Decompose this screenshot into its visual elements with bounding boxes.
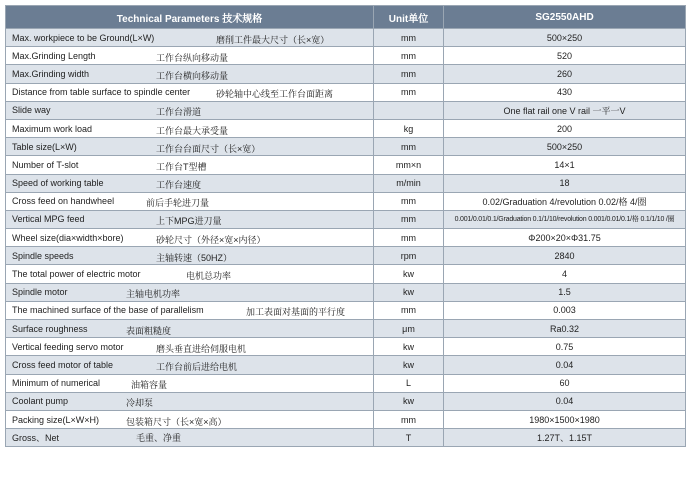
table-row: [6, 283, 686, 301]
param-chinese: 工作台最大承受量: [156, 125, 229, 136]
unit-cell: L: [374, 374, 444, 392]
param-chinese: 表面粗糙度: [126, 325, 172, 336]
table-row: [6, 265, 686, 283]
value-cell: 0.04: [444, 392, 686, 410]
param-cell: [6, 320, 374, 338]
unit-cell: m/min: [374, 174, 444, 192]
value-cell: 1980×1500×1980: [444, 410, 686, 428]
param-english: Maximum work load: [12, 123, 93, 134]
value-cell: Ra0.32: [444, 320, 686, 338]
value-cell: 0.75: [444, 338, 686, 356]
table-row: [6, 392, 686, 410]
param-cell: [6, 283, 374, 301]
param-english: Slide way: [12, 105, 51, 116]
table-row: [6, 356, 686, 374]
unit-cell: mm: [374, 65, 444, 83]
unit-cell: kw: [374, 265, 444, 283]
table-row: [6, 247, 686, 265]
param-chinese: 工作台滑道: [156, 107, 202, 118]
param-english: Gross、Net: [12, 433, 60, 444]
param-cell: [6, 356, 374, 374]
param-cell: [6, 101, 374, 119]
param-english: Max. workpiece to be Ground(L×W): [12, 32, 155, 43]
value-cell: 60: [444, 374, 686, 392]
unit-cell: mm: [374, 301, 444, 319]
param-english: Coolant pump: [12, 396, 69, 407]
param-cell: [6, 229, 374, 247]
param-chinese: 工作台速度: [156, 180, 202, 191]
param-english: The total power of electric motor: [12, 269, 141, 280]
value-cell: 520: [444, 47, 686, 65]
param-cell: [6, 210, 374, 228]
unit-cell: mm×n: [374, 156, 444, 174]
param-cell: [6, 156, 374, 174]
value-cell: 4: [444, 265, 686, 283]
unit-cell: kw: [374, 392, 444, 410]
value-cell: 430: [444, 83, 686, 101]
unit-cell: mm: [374, 210, 444, 228]
value-cell: 260: [444, 65, 686, 83]
param-english: Max.Grinding width: [12, 68, 90, 79]
param-english: Minimum of numerical: [12, 378, 101, 389]
param-cell: [6, 65, 374, 83]
unit-cell: rpm: [374, 247, 444, 265]
param-english: Packing size(L×W×H): [12, 414, 100, 425]
table-row: [6, 320, 686, 338]
param-cell: [6, 429, 374, 447]
table-row: [6, 101, 686, 119]
param-english: Max.Grinding Length: [12, 50, 96, 61]
param-english: The machined surface of the base of parallelism: [12, 305, 204, 316]
unit-cell: μm: [374, 320, 444, 338]
param-cell: [6, 301, 374, 319]
param-chinese: 工作台台面尺寸（长×宽）: [156, 143, 261, 154]
value-cell: 1.27T、1.15T: [444, 429, 686, 447]
param-cell: [6, 247, 374, 265]
value-cell: 500×250: [444, 29, 686, 47]
table-row: [6, 301, 686, 319]
value-cell: One flat rail one V rail 一平一V: [444, 101, 686, 119]
unit-cell: mm: [374, 138, 444, 156]
param-chinese: 主轴电机功率: [126, 289, 181, 300]
value-cell: 18: [444, 174, 686, 192]
param-chinese: 工作台纵向移动量: [156, 52, 229, 63]
value-cell: Φ200×20×Φ31.75: [444, 229, 686, 247]
unit-cell: [374, 101, 444, 119]
value-cell: 14×1: [444, 156, 686, 174]
param-chinese: 加工表面对基面的平行度: [246, 307, 346, 318]
unit-cell: mm: [374, 229, 444, 247]
unit-cell: kg: [374, 119, 444, 137]
table-row: [6, 210, 686, 228]
table-row: [6, 229, 686, 247]
table-row: [6, 119, 686, 137]
table-row: [6, 47, 686, 65]
param-english: Cross feed on handwheel: [12, 196, 115, 207]
param-cell: [6, 29, 374, 47]
value-cell: 0.04: [444, 356, 686, 374]
table-row: [6, 374, 686, 392]
unit-cell: mm: [374, 47, 444, 65]
table-row: [6, 338, 686, 356]
table-row: [6, 429, 686, 447]
table-row: [6, 410, 686, 428]
param-cell: [6, 392, 374, 410]
param-english: Cross feed motor of table: [12, 359, 114, 370]
param-cell: [6, 138, 374, 156]
table-row: [6, 174, 686, 192]
param-cell: [6, 192, 374, 210]
value-cell: 2840: [444, 247, 686, 265]
param-chinese: 前后手轮进刀量: [146, 198, 210, 209]
value-cell: 0.003: [444, 301, 686, 319]
param-cell: [6, 410, 374, 428]
header-param-title: Technical Parameters 技术规格: [6, 6, 374, 29]
param-english: Vertical MPG feed: [12, 214, 85, 225]
table-row: [6, 65, 686, 83]
param-cell: [6, 174, 374, 192]
param-cell: [6, 265, 374, 283]
param-chinese: 砂轮轴中心线至工作台面距离: [216, 89, 334, 100]
table-row: [6, 29, 686, 47]
value-cell: 0.001/0.01/0.1/Graduation 0.1/1/10/revolution 0.001/0.01/0.1/格 0.1/1/10 /圈: [444, 210, 686, 228]
param-english: Speed of working table: [12, 178, 104, 189]
value-cell: 0.02/Graduation 4/revolution 0.02/格 4/圈: [444, 192, 686, 210]
spec-table-body: [6, 29, 686, 447]
param-english: Table size(L×W): [12, 141, 77, 152]
param-chinese: 冷却泵: [126, 398, 154, 409]
value-cell: 1.5: [444, 283, 686, 301]
param-chinese: 工作台T型槽: [156, 161, 207, 172]
param-chinese: 电机总功率: [186, 271, 232, 282]
param-chinese: 毛重、净重: [136, 433, 182, 444]
param-chinese: 磨头垂直进给伺服电机: [156, 343, 247, 354]
param-english: Number of T-slot: [12, 159, 79, 170]
header-unit-title: Unit单位: [374, 6, 444, 29]
table-row: [6, 192, 686, 210]
param-cell: [6, 119, 374, 137]
unit-cell: kw: [374, 283, 444, 301]
value-cell: 500×250: [444, 138, 686, 156]
param-chinese: 主轴转速（50HZ）: [156, 252, 233, 263]
param-chinese: 上下MPG进刀量: [156, 216, 222, 227]
unit-cell: mm: [374, 29, 444, 47]
param-cell: [6, 47, 374, 65]
unit-cell: mm: [374, 410, 444, 428]
param-cell: [6, 338, 374, 356]
param-english: Vertical feeding servo motor: [12, 341, 124, 352]
param-chinese: 油箱容量: [131, 380, 168, 391]
unit-cell: kw: [374, 356, 444, 374]
table-row: [6, 138, 686, 156]
param-english: Surface roughness: [12, 323, 88, 334]
param-chinese: 包装箱尺寸（长×宽×高）: [126, 416, 227, 427]
param-chinese: 工作台横向移动量: [156, 70, 229, 81]
header-model: SG2550AHD: [444, 6, 686, 29]
spec-table: [5, 5, 686, 447]
param-chinese: 工作台前后进给电机: [156, 361, 238, 372]
unit-cell: kw: [374, 338, 444, 356]
param-cell: [6, 83, 374, 101]
table-header-row: [6, 6, 686, 29]
param-chinese: 磨削工件最大尺寸（长×宽）: [216, 34, 330, 45]
param-english: Distance from table surface to spindle center: [12, 87, 191, 98]
table-row: [6, 156, 686, 174]
table-row: [6, 83, 686, 101]
value-cell: 200: [444, 119, 686, 137]
param-english: Spindle motor: [12, 287, 68, 298]
param-chinese: 砂轮尺寸（外径×宽×内径）: [156, 234, 266, 245]
unit-cell: mm: [374, 83, 444, 101]
param-english: Wheel size(dia×width×bore): [12, 232, 124, 243]
param-cell: [6, 374, 374, 392]
unit-cell: T: [374, 429, 444, 447]
unit-cell: mm: [374, 192, 444, 210]
param-english: Spindle speeds: [12, 250, 74, 261]
